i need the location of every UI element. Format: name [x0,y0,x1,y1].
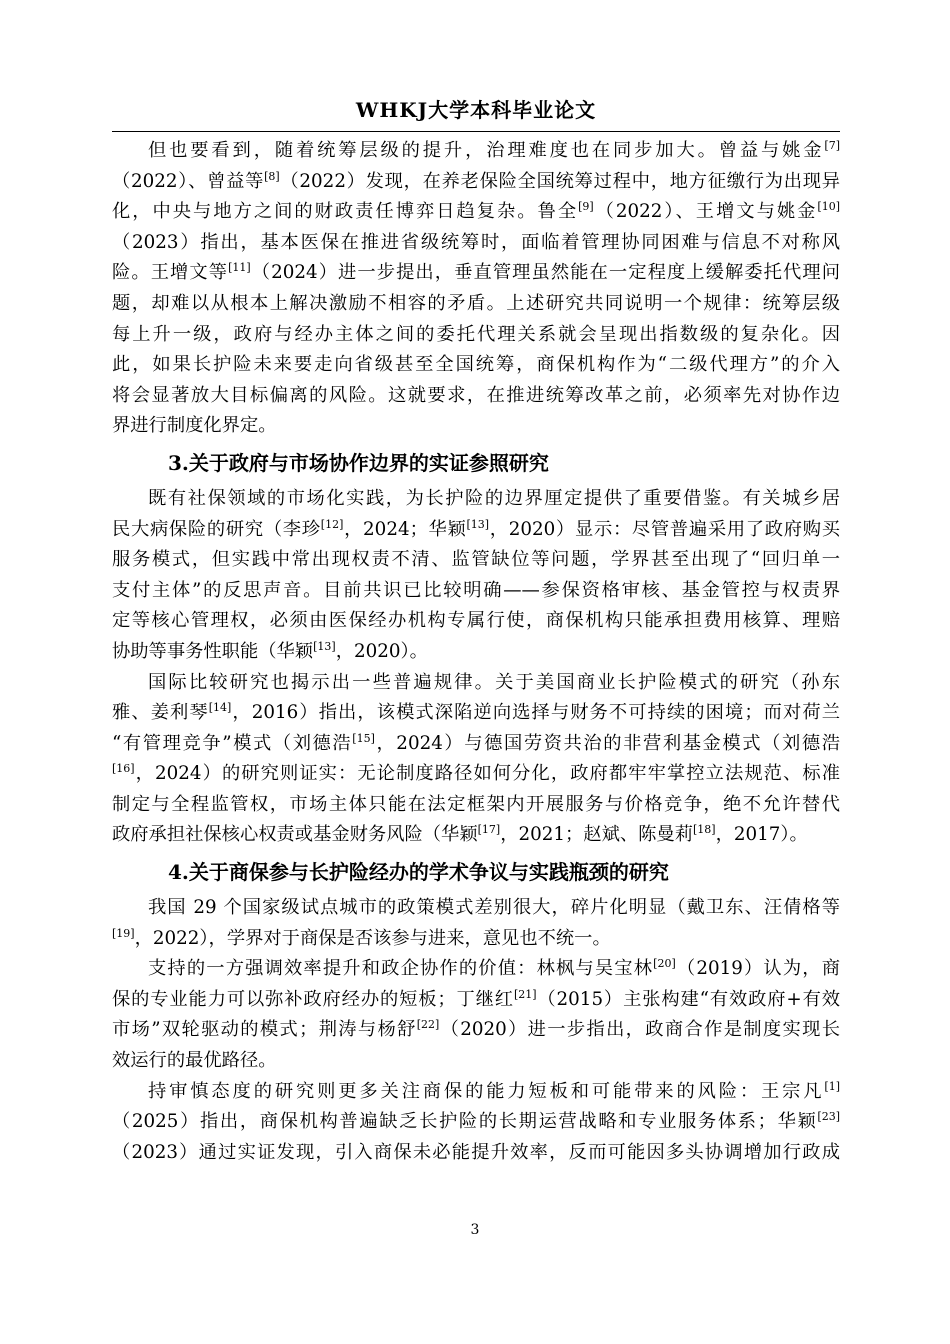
text-line: [19]，2022），学界对于商保是否该参与进来，意见也不统一。 [112,926,611,949]
text-line: 险。王增文等[11]（2024）进一步提出，垂直管理虽然能在一定程度上缓解委托代理问 [112,261,840,284]
citation-ref: [12] [320,517,344,531]
text-line: （2023）通过实证发现，引入商保未必能提升效率，反而可能因多头协调增加行政成 [112,1141,840,1163]
text-line: 保的专业能力可以弥补政府经办的短板；丁继红[21]（2015）主张构建“有效政府+有效 [112,987,840,1010]
text-line: 定等核心管理权，必须由医保经办机构专属行使，商保机构只能承担费用核算、理赔 [112,610,840,632]
text-line: 市场”双轮驱动的模式；荆涛与杨舒[22]（2020）进一步指出，政商合作是制度实现长 [112,1018,840,1041]
citation-ref: [13] [466,517,490,531]
citation-ref: [9] [578,200,594,214]
paragraph [112,668,840,852]
paragraph [112,954,840,1076]
citation-ref: [20] [653,957,676,971]
text-line: 此，如果长护险未来要走向省级甚至全国统筹，商保机构作为“二级代理方”的介入 [112,354,840,376]
section-heading: 3.关于政府与市场协作边界的实证参照研究 [168,450,549,475]
text-line: 支持的一方强调效率提升和政企协作的价值：林枫与吴宝林[20]（2019）认为，商 [148,957,840,980]
page-number: 3 [470,1222,480,1238]
citation-ref: [11] [228,261,251,275]
text-line: 题，却难以从根本上解决激励不相容的矛盾。上述研究共同说明一个规律：统筹层级 [112,292,840,314]
paragraph [112,136,840,442]
citation-ref: [23] [817,1110,840,1124]
citation-ref: [10] [817,200,840,214]
text-line: 我国 29 个国家级试点城市的政策模式差别很大，碎片化明显（戴卫东、汪倩格等 [148,897,840,919]
text-line: 民大病保险的研究（李珍[12]，2024；华颖[13]，2020）显示：尽管普遍采用了政府购买 [112,517,840,540]
citation-ref: [21] [513,987,537,1001]
citation-ref: [17] [477,823,501,837]
document-body [112,136,840,1168]
citation-ref: [1] [824,1079,840,1093]
text-line: 持审慎态度的研究则更多关注商保的能力短板和可能带来的风险：王宗凡[1] [148,1079,840,1102]
citation-ref: [14] [208,701,232,714]
paragraph [112,893,840,954]
text-line: 支付主体”的反思声音。目前共识已比较明确——参保资格审核、基金管控与权责界 [112,579,840,601]
text-line: 化，中央与地方之间的财政责任博弈日趋复杂。鲁全[9]（2022）、王增文与姚金[10] [112,200,840,223]
text-line: （2025）指出，商保机构普遍缺乏长护险的长期运营战略和专业服务体系；华颖[23] [112,1110,840,1133]
citation-ref: [19] [112,926,135,940]
section-heading: 4.关于商保参与长护险经办的学术争议与实践瓶颈的研究 [168,860,669,885]
citation-ref: [18] [693,823,716,837]
text-line: 界进行制度化界定。 [112,415,277,437]
text-line: 制定与全程监管权，市场主体只能在法定框架内开展服务与价格竞争，绝不允许替代 [112,793,840,815]
text-line: 将会显著放大目标偏离的风险。这就要求，在推进统筹改革之前，必须率先对协作边 [112,384,840,406]
citation-ref: [22] [416,1018,440,1032]
text-line: 雅、姜利琴[14]，2016）指出，该模式深陷逆向选择与财务不可持续的困境；而对荷兰 [112,701,840,724]
text-line: 政府承担社保核心权责或基金财务风险（华颖[17]，2021；赵斌、陈曼莉[18]，2017）。 [112,823,808,846]
text-line: 服务模式，但实践中常出现权责不清、监管缺位等问题，学界甚至出现了“回归单一 [112,549,840,571]
text-line: 协助等事务性职能（华颖[13]，2020）。 [112,639,428,662]
text-line: 每上升一级，政府与经办主体之间的委托代理关系就会呈现出指数级的复杂化。因 [112,323,840,345]
citation-ref: [7] [824,138,840,152]
text-line: “有管理竞争”模式（刘德浩[15]，2024）与德国劳资共治的非营利基金模式（刘德浩 [112,731,840,754]
text-line: 国际比较研究也揭示出一些普遍规律。关于美国商业长护险模式的研究（孙东 [148,671,840,693]
text-line: （2023）指出，基本医保在推进省级统筹时，面临着管理协同困难与信息不对称风 [112,231,840,253]
citation-ref: [16] [112,762,135,776]
citation-ref: [15] [352,731,375,745]
page-header-title: WHKJ大学本科毕业论文 [355,98,597,122]
text-line: 效运行的最优路径。 [112,1050,277,1072]
citation-ref: [13] [313,639,336,653]
header-divider [112,131,840,132]
paragraph [112,1077,840,1169]
citation-ref: [8] [264,169,280,183]
text-line: （2022）、曾益等[8]（2022）发现，在养老保险全国统筹过程中，地方征缴行为出现异 [112,169,840,192]
text-line: [16]，2024）的研究则证实：无论制度路径如何分化，政府都牢牢掌控立法规范、标准 [112,762,840,785]
paragraph [112,484,840,668]
text-line: 既有社保领域的市场化实践，为长护险的边界厘定提供了重要借鉴。有关城乡居 [148,487,840,509]
text-line: 但也要看到，随着统筹层级的提升，治理难度也在同步加大。曾益与姚金[7] [148,138,840,161]
